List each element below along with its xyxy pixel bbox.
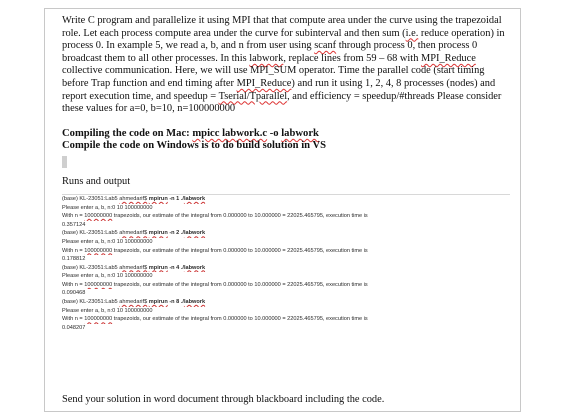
terminal-result-text: With n = bbox=[62, 247, 85, 254]
question-text: scanf bbox=[314, 40, 337, 52]
terminal-input-line: Please enter a, b, n:0 10 100000000 bbox=[62, 238, 153, 245]
terminal-command-line bbox=[62, 298, 510, 307]
terminal-command-line bbox=[62, 229, 510, 238]
compile-mac-flag: -o bbox=[267, 127, 282, 139]
document-content bbox=[62, 15, 510, 332]
terminal-result-line bbox=[62, 315, 510, 324]
terminal-result-text: With n = bbox=[62, 316, 85, 323]
terminal-input-line: Please enter a, b, n:0 10 100000000 bbox=[62, 307, 153, 314]
compile-mac-prefix: Compiling the code on Mac: bbox=[62, 127, 193, 139]
question-text: reduce operation) in process 0. In example 5, we read a, b, and n from user using bbox=[62, 27, 505, 52]
terminal-result-text: trapezoids, our estimate of the integral from 0.000000 to 10.000000 = 22025.465795, execution time is bbox=[112, 213, 368, 220]
compile-mac-command: mpicc labwork.c bbox=[192, 127, 268, 139]
terminal-prompt: (base) KL-23051:Lab5 bbox=[62, 230, 120, 237]
question-text: Write C program and parallelize it using MPI that that compute area under the curve using the trapezoidal role. Let each process compute area under the curve for subinterval and then sum ( bbox=[62, 15, 502, 39]
terminal-result-line bbox=[62, 281, 510, 290]
terminal-trapezoid-count: 100000000 bbox=[84, 281, 113, 288]
question-text: , and efficiency = speedup/#threads Please consider these values for a=0, b=10, n=100000000 bbox=[62, 90, 502, 115]
terminal-execution-time: 0.048207 bbox=[62, 324, 86, 331]
terminal-command-line bbox=[62, 264, 510, 273]
terminal-mpirun: mpirun bbox=[148, 230, 168, 237]
question-text: labwork bbox=[249, 52, 284, 64]
terminal-result-text: With n = bbox=[62, 281, 85, 288]
terminal-result-text: trapezoids, our estimate of the integral from 0.000000 to 10.000000 = 22025.465795, execution time is bbox=[112, 316, 368, 323]
compile-windows-instruction: Compile the code on Windows is to do build solution in VS bbox=[62, 140, 327, 152]
footer-instruction: Send your solution in word document through blackboard including the code. bbox=[62, 394, 385, 405]
terminal-mpirun: mpirun bbox=[148, 299, 168, 306]
question-text: ) and run it using 1, 2, 4, 8 processes (nodes) and report execution time, and speedup = bbox=[62, 77, 496, 102]
terminal-mpirun: mpirun bbox=[148, 264, 168, 271]
terminal-result-text: trapezoids, our estimate of the integral from 0.000000 to 10.000000 = 22025.465795, execution time is bbox=[112, 281, 368, 288]
terminal-execution-time: 0.090468 bbox=[62, 290, 86, 297]
compile-mac-instruction bbox=[62, 128, 510, 141]
question-paragraph bbox=[62, 15, 510, 116]
terminal-result-line bbox=[62, 247, 510, 256]
terminal-command: -n 2 ./ bbox=[167, 230, 184, 237]
terminal-command-line bbox=[62, 195, 510, 204]
compile-mac-output: labwork bbox=[281, 127, 319, 139]
text-cursor-marker bbox=[62, 156, 67, 168]
terminal-user: ahmedarif$ bbox=[119, 230, 148, 237]
question-text: collective communication. Here, we will use MPI_SUM operator. Time the parallel code (start timing before Trap function and end timing after bbox=[62, 65, 485, 89]
runs-heading: Runs and output bbox=[62, 175, 131, 187]
terminal-prompt: (base) KL-23051:Lab5 bbox=[62, 264, 120, 271]
terminal-output bbox=[62, 194, 510, 333]
terminal-execution-time: 0.178812 bbox=[62, 256, 86, 263]
terminal-user: ahmedarif$ bbox=[119, 299, 148, 306]
terminal-command: -n 8 ./ bbox=[167, 299, 184, 306]
question-text: through process 0, then process 0 broadcast them to all other processes. In this bbox=[62, 40, 478, 64]
terminal-trapezoid-count: 100000000 bbox=[84, 247, 113, 254]
terminal-prompt: (base) KL-23051:Lab5 bbox=[62, 195, 120, 202]
terminal-executable: labwork bbox=[183, 264, 206, 271]
terminal-mpirun: mpirun bbox=[148, 195, 168, 202]
question-text: MPI_Reduce bbox=[236, 77, 292, 89]
terminal-trapezoid-count: 100000000 bbox=[84, 316, 113, 323]
question-text: MPI_Reduce bbox=[420, 52, 476, 64]
terminal-executable: labwork bbox=[183, 299, 206, 306]
terminal-user: ahmedarif$ bbox=[119, 195, 148, 202]
terminal-input-line: Please enter a, b, n:0 10 100000000 bbox=[62, 273, 153, 280]
terminal-command: -n 1 ./ bbox=[167, 195, 184, 202]
terminal-prompt: (base) KL-23051:Lab5 bbox=[62, 299, 120, 306]
terminal-command: -n 4 ./ bbox=[167, 264, 184, 271]
question-text: , replace lines from 59 – 68 with bbox=[283, 52, 421, 64]
terminal-trapezoid-count: 100000000 bbox=[84, 213, 113, 220]
terminal-executable: labwork bbox=[183, 195, 206, 202]
terminal-result-text: With n = bbox=[62, 213, 85, 220]
terminal-input-line: Please enter a, b, n:0 10 100000000 bbox=[62, 204, 153, 211]
terminal-execution-time: 0.357124 bbox=[62, 221, 86, 228]
terminal-result-line bbox=[62, 212, 510, 221]
question-text: Tserial/Tparallel bbox=[218, 90, 288, 102]
terminal-result-text: trapezoids, our estimate of the integral from 0.000000 to 10.000000 = 22025.465795, execution time is bbox=[112, 247, 368, 254]
terminal-executable: labwork bbox=[183, 230, 206, 237]
question-text: i.e. bbox=[405, 27, 419, 39]
terminal-user: ahmedarif$ bbox=[119, 264, 148, 271]
